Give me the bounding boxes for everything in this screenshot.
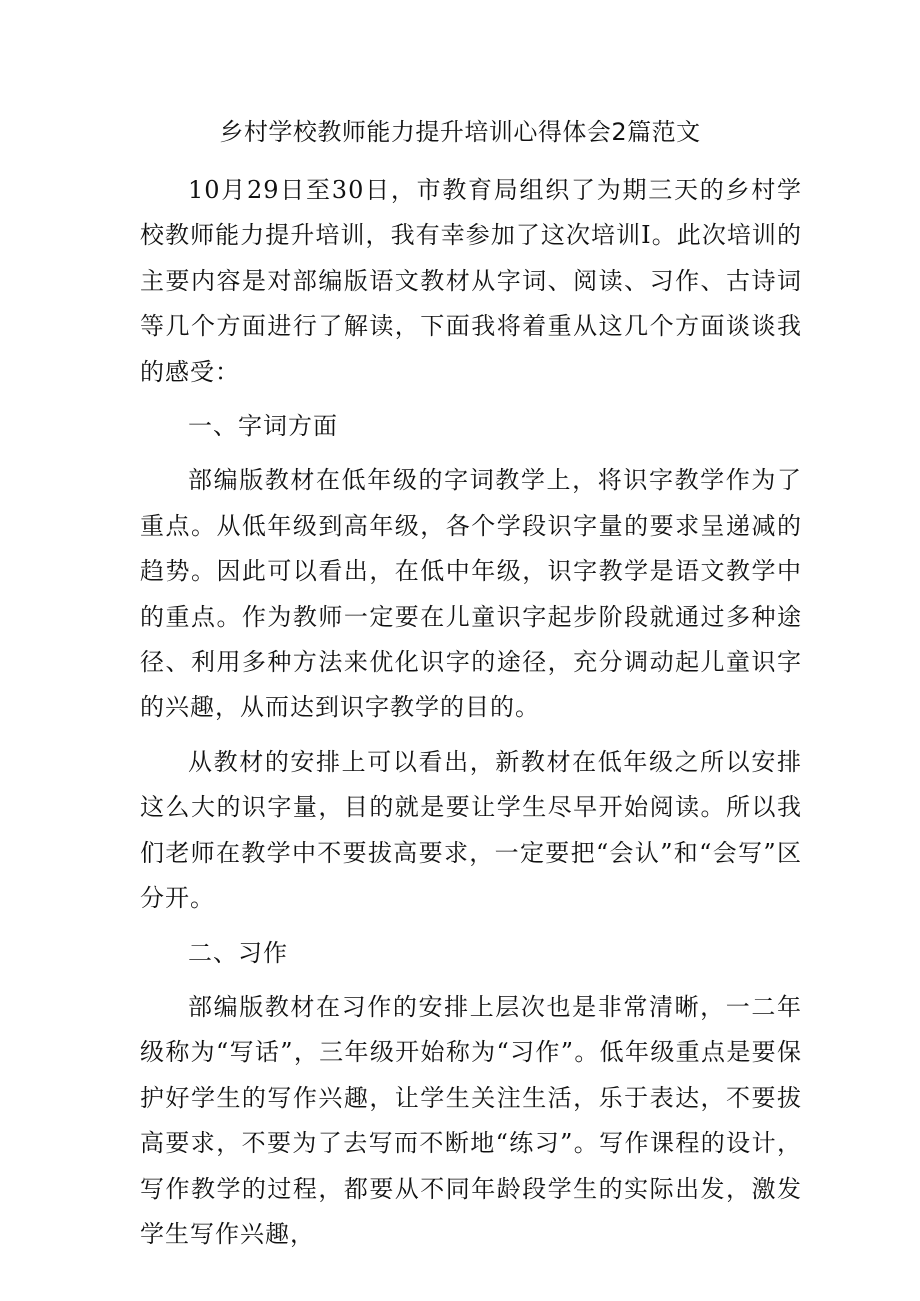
document-body <box>140 168 802 1257</box>
section-heading-writing: 二、习作 <box>188 938 288 967</box>
paragraph-intro: 10月29日至30日，市教育局组织了为期三天的乡村学校教师能力提升培训，我有幸参加了这次培训I。此次培训的主要内容是对部编版语文教材从字词、阅读、习作、古诗词等几个方面进行了解读，下面我将着重从这几个方面谈谈我的感受： <box>140 176 802 386</box>
section-heading-words: 一、字词方面 <box>188 412 338 441</box>
document-title: 乡村学校教师能力提升培训心得体会2篇范文 <box>219 118 701 146</box>
paragraph-writing-1: 部编版教材在习作的安排上层次也是非常清晰，一二年级称为“写话”，三年级开始称为“习作”。低年级重点是要保护好学生的写作兴趣，让学生关注生活，乐于表达，不要拔高要求，不要为了去写而不断地“练习”。写作课程的设计，写作教学的过程，都要从不同年龄段学生的实际出发，激发学生写作兴趣， <box>140 992 802 1248</box>
paragraph-words-2: 从教材的安排上可以看出，新教材在低年级之所以安排这么大的识字量，目的就是要让学生尽早开始阅读。所以我们老师在教学中不要拔高要求，一定要把“会认”和“会写”区分开。 <box>140 747 802 913</box>
paragraph-words-1: 部编版教材在低年级的字词教学上，将识字教学作为了重点。从低年级到高年级，各个学段识字量的要求呈递减的趋势。因此可以看出，在低中年级，识字教学是语文教学中的重点。作为教师一定要在儿童识字起步阶段就通过多种途径、利用多种方法来优化识字的途径，充分调动起儿童识字的兴趣，从而达到识字教学的目的。 <box>140 466 802 722</box>
